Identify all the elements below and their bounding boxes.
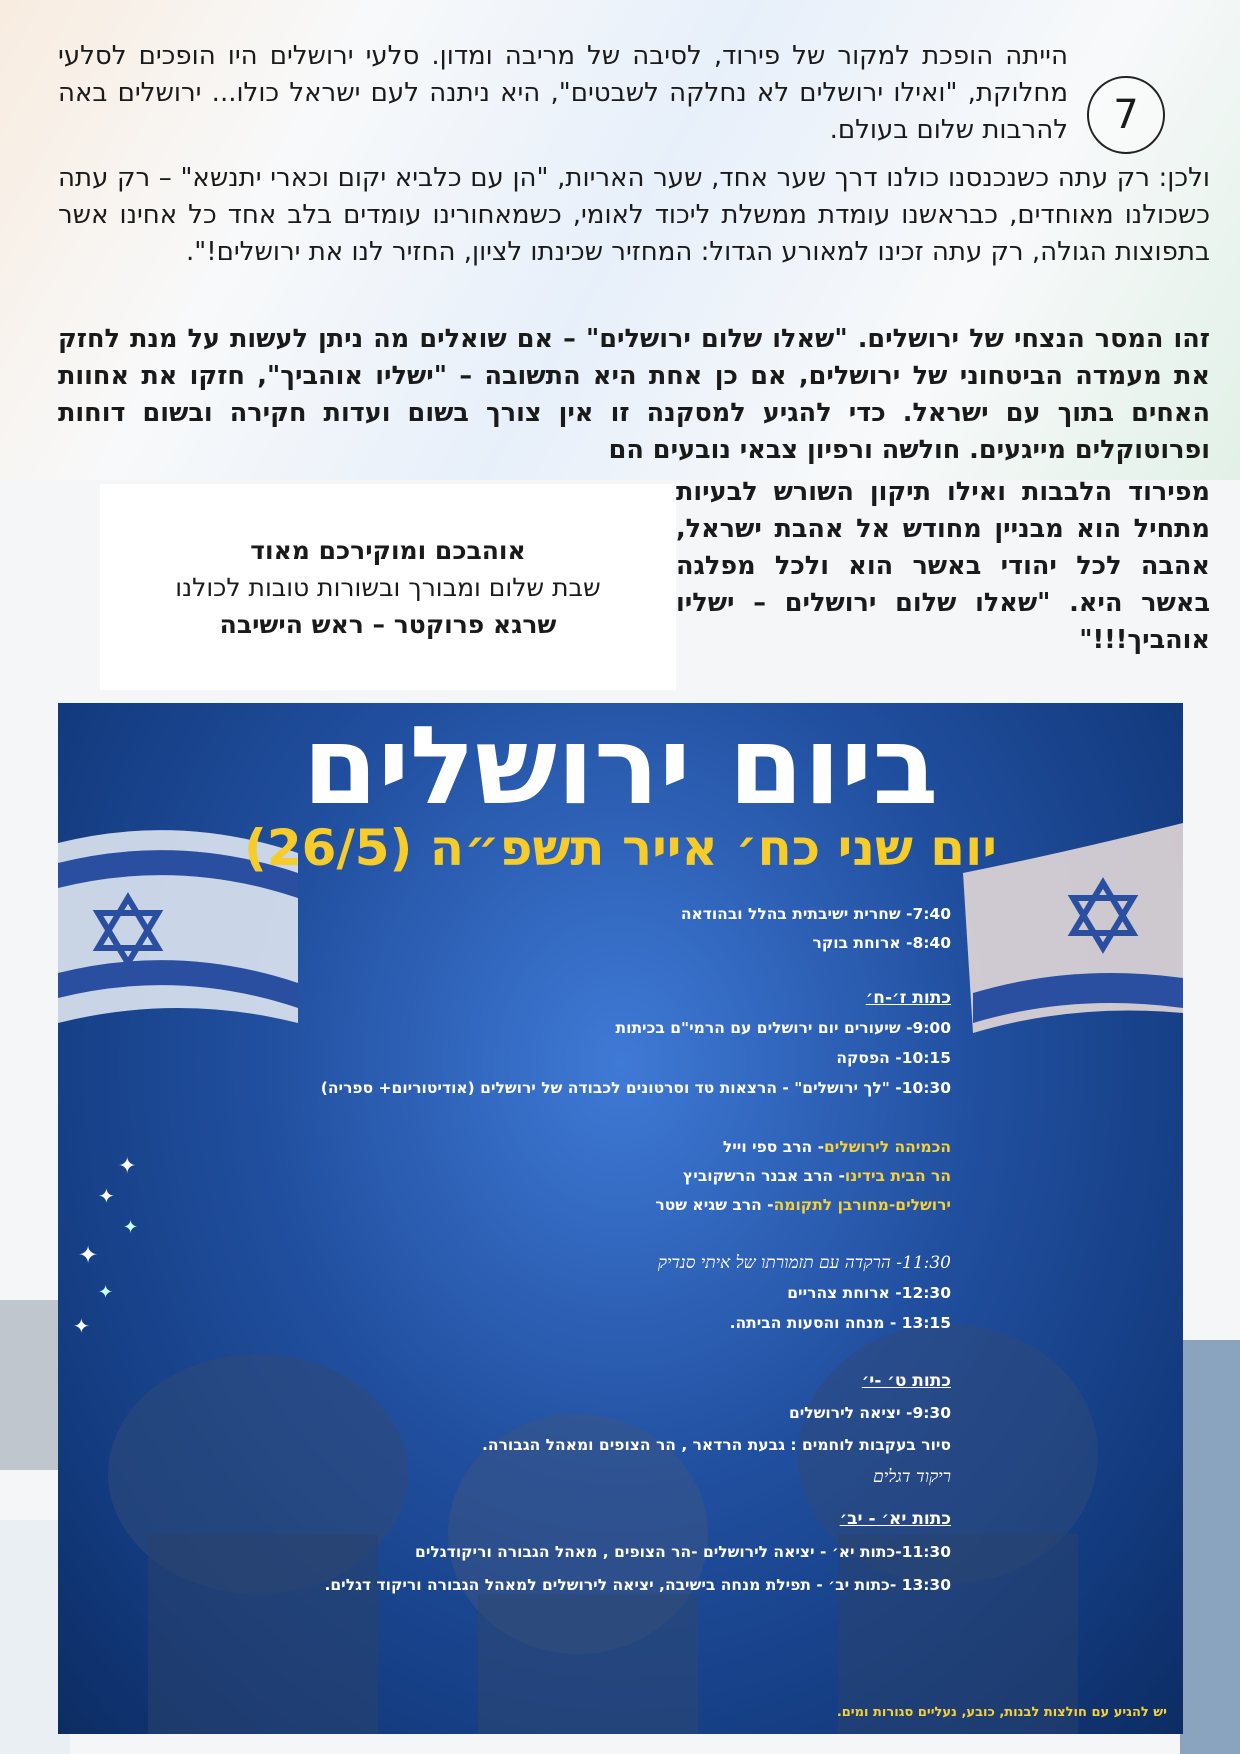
signoff-blessing: שבת שלום ומבורך ובשורות טובות לכולנו [175, 572, 601, 602]
article-paragraph-conclusion: מפירוד הלבבות ואילו תיקון השורש לבעיות מתחיל הוא מבניין מחודש אל אהבת ישראל, אהבה לכל יהודי באשר הוא ולכל מפלגה באשר היא. "שאלו שלום ירושלים – ישליו אוהביך!!!" [676, 477, 1210, 655]
schedule-line: 9:30- יציאה לירושלים [788, 1404, 951, 1422]
svg-text:✦: ✦ [123, 1217, 139, 1238]
svg-text:✦: ✦ [78, 1241, 99, 1269]
grade910-heading: כתות ט׳ -י׳ [861, 1371, 951, 1391]
schedule-line: 8:40- ארוחת בוקר [812, 934, 951, 952]
signoff-signature: שרגא פרוקטר – ראש הישיבה [219, 609, 557, 639]
morning-schedule [681, 900, 951, 958]
lecture-item: ירושלים-מחורבן לתקומה- הרב שגיא שטר [655, 1196, 951, 1214]
schedule-line: 13:30 -כתות יב׳ - תפילת מנחה בישיבה, יציאה לירושלים למאהל הגבורה וריקוד דגלים. [324, 1576, 951, 1594]
schedule-line: 10:30- "לך ירושלים" - הרצאות טד וסרטונים לכבודה של ירושלים (אודיטוריום+ ספריה) [320, 1079, 951, 1097]
poster-title: ביום ירושלים [302, 704, 939, 829]
article-paragraph-intro: הייתה הופכת למקור של פירוד, לסיבה של מריבה ומדון. סלעי ירושלים היו הופכים לסלעי מחלוקת, "ואילו ירושלים לא נחלקה לשבטים", היא ניתנה לעם ישראל כולו... ירושלים באה להרבות שלום בעולם. [58, 41, 1068, 145]
schedule-line: 10:15- הפסקה [836, 1049, 951, 1067]
grade1112-heading: כתות יא׳ - יב׳ [839, 1509, 951, 1529]
poster-subtitle: יום שני כח׳ אייר תשפ״ה (26/5) [244, 819, 997, 877]
schedule-line: 9:00- שיעורים יום ירושלים עם הרמי"ם בכיתות [615, 1019, 951, 1037]
jerusalem-day-poster [58, 703, 1183, 1734]
schedule-line: 13:15 - מנחה והסעות הביתה. [729, 1314, 951, 1332]
page-number: 7 [1087, 76, 1165, 154]
lecture-item: הר הבית בידינו- הרב אבנר הרשקוביץ [683, 1167, 951, 1185]
schedule-line-handwritten: 11:30- הרקדה עם תזמורתו של איתי סנדיק [657, 1253, 951, 1273]
schedule-line-handwritten: ריקוד דגלים [873, 1467, 951, 1487]
afternoon-schedule [658, 1248, 951, 1338]
svg-text:✦: ✦ [98, 1184, 115, 1208]
grade910-schedule [482, 1365, 951, 1493]
signoff-box [100, 484, 676, 690]
article-paragraph-then: ולכן: רק עתה כשנכנסנו כולנו דרך שער אחד, שער האריות, "הן עם כלביא יקום וכארי יתנשא" – רק עתה כשכולנו מאוחדים, כבראשנו עומדת ממשלת ליכוד לאומי, כשמאחורינו עומדים בלב אחד כל אחינו אשר בתפוצות הגולה, רק עתה זכינו למאורע הגדול: המחזיר שכינתו לציון, החזיר לנו את ירושלים!". [58, 163, 1210, 267]
grade78-heading: כתות ז׳-ח׳ [865, 988, 951, 1008]
poster-footnote: יש להגיע עם חולצות לבנות, כובע, נעליים סגורות ומים. [836, 1705, 1167, 1720]
svg-text:✦: ✦ [73, 1314, 90, 1338]
lectures-list [655, 1133, 951, 1220]
grade1112-schedule [324, 1503, 951, 1602]
lecture-item: הכמיהה לירושלים- הרב ספי וייל [722, 1138, 951, 1156]
schedule-line: 7:40- שחרית ישיבתית בהלל ובהודאה [680, 905, 951, 923]
svg-text:✦: ✦ [118, 1154, 137, 1179]
schedule-line: 12:30- ארוחת צהריים [787, 1284, 951, 1302]
article-paragraph-message: זהו המסר הנצחי של ירושלים. "שאלו שלום ירושלים" – אם שואלים מה ניתן לעשות על מנת לחזק את מעמדה הביטחוני של ירושלים, אם כן אחת היא התשובה – "ישליו אוהביך", חזקו את אחוות האחים בתוך עם ישראל. כדי להגיע למסקנה זו אין צורך בשום ועדות חקירה ובשום דוחות ופרוטוקלים מייגעים. חולשה ורפיון צבאי נובעים הם [58, 324, 1210, 465]
svg-text:✦: ✦ [98, 1282, 114, 1303]
schedule-line: סיור בעקבות לוחמים : גבעת הרדאר , הר הצופים ומאהל הגבורה. [482, 1436, 951, 1454]
grade78-schedule [321, 983, 951, 1103]
signoff-greeting: אוהבכם ומוקירכם מאוד [250, 535, 526, 565]
schedule-line: 11:30-כתות יא׳ - יציאה לירושלים -הר הצופים , מאהל הגבורה וריקודגלים [415, 1543, 951, 1561]
